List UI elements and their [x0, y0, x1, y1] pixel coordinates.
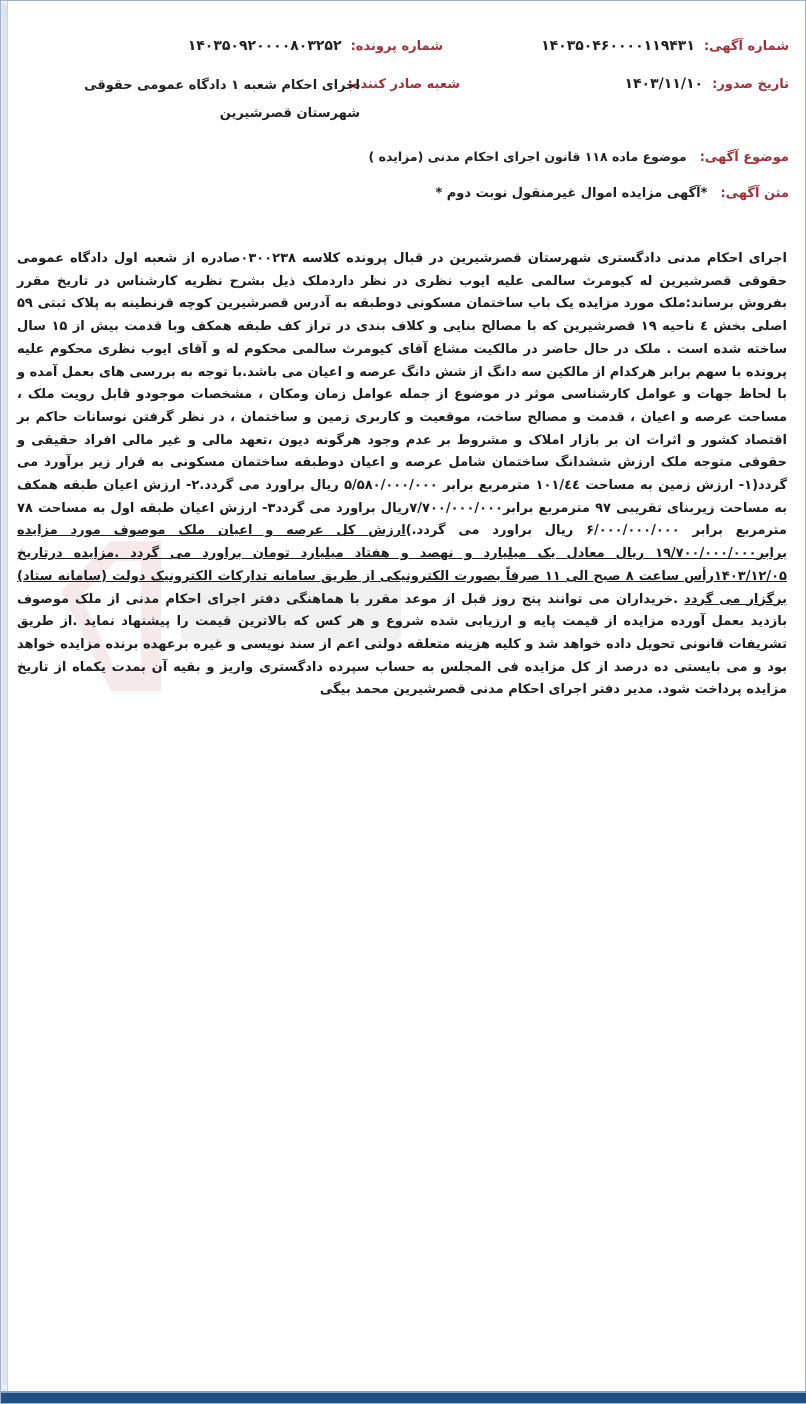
notice-text-row: [435, 182, 789, 201]
subject-value: موضوع ماده ۱۱۸ قانون اجرای احکام مدنی (مزایده ): [368, 149, 687, 164]
bottom-status-bar: [1, 1391, 806, 1403]
case-number-value: ۱۴۰۳۵۰۹۲۰۰۰۰۸۰۳۲۵۲: [187, 38, 342, 54]
notice-text-label: متن آگهی:: [720, 186, 789, 201]
issue-date-value: ۱۴۰۳/۱۱/۱۰: [624, 76, 704, 92]
notice-number-row: [541, 35, 789, 54]
issue-date-row: [624, 73, 789, 92]
issuer-value: اجرای احکام شعبه ۱ دادگاه عمومی حقوقی شهرستان قصرشیرین: [84, 78, 360, 121]
notice-number-label: شماره آگهی:: [703, 39, 789, 54]
vertical-scrollbar[interactable]: [1, 1, 8, 1393]
case-number-label: شماره پرونده:: [350, 39, 443, 54]
issuer-label: شعبه صادر کننده:: [347, 77, 460, 92]
case-number-row: [188, 35, 443, 54]
notice-body: [17, 248, 787, 702]
subject-label: موضوع آگهی:: [699, 150, 789, 165]
issuer-label-row: [347, 73, 460, 92]
notice-number-value: ۱۴۰۳۵۰۴۶۰۰۰۰۱۱۹۴۳۱: [541, 38, 695, 54]
body-underlined-section: ارزش کل عرصه و اعیان ملک موصوف مورد مزایده برابر۱۹/۷۰۰/۰۰۰/۰۰۰ ریال معادل یک میلیارد و نهصد و هفتاد میلیارد تومان براورد می گردد .مزایده درتاریخ ۱۴۰۳/۱۲/۰۵رأس ساعت ۸ صبح الی ۱۱ صرفاً بصورت الکترونیکی از طریق سامانه تدارکات الکترونیک دولت (سامانه ستاد) برگزار می گردد: [17, 523, 787, 607]
body-paragraph-2: .خریداران می توانند پنج روز قبل از موعد مقرر با هماهنگی دفتر اجرای احکام مدنی از ملک موصوف بازدید بعمل آورده مزایده از قیمت پایه و ارزیابی شده شروع و هر کس که بالاترین قیمت را پیشنهاد نماید .از طریق تشریفات قانونی تحویل داده خواهد شد و کلیه هزینه متعلقه دولتی اعم از سند نویسی و غیره برعهده برنده مزایده خواهد بود و می بایستی ده درصد از کل مزایده فی المجلس به حساب سپرده دادگستری واریز و بقیه آن بمدت یکماه از تاریخ مزایده پرداخت شود. مدیر دفتر اجرای احکام مدنی قصرشیرین محمد بیگی: [17, 591, 787, 698]
scrollbar-thumb[interactable]: [2, 5, 7, 1385]
body-paragraph-1: اجرای احکام مدنی دادگستری شهرستان قصرشیرین در قبال پرونده کلاسه ۰۳۰۰۲۳۸صادره از شعبه اول دادگاه عمومی حقوقی قصرشیرین له کیومرث سالمی علیه ایوب نظری در نظر داردملک ذیل بشرح نظریه کارشناس در تاریخ مقرر بفروش برساند:ملک مورد مزایده یک باب ساختمان مسکونی دوطبقه به آدرس قصرشیرین کوچه قرنطینه به پلاک ثبتی ۵۹ اصلی بخش ٤ ناحیه ۱۹ قصرشیرین که با مصالح بنایی و کلاف بندی در تراز کف طبقه همکف وبا قدمت بیش از ۱۵ سال ساخته شده است . ملک در حال حاضر در مالکیت مشاع آقای کیومرث سالمی محکوم له و آقای ایوب نظری محکوم علیه پرونده با سهم برابر هرکدام از مالکین سه دانگ از شش دانگ عرصه و اعیان می باشد.با توجه به بررسی های بعمل آمده و با لحاظ جهات و عوامل کارشناسی موثر در موضوع از جمله عوامل زمان ومکان ، مشخصات موجودو قابل رویت ملک ، مساحت عرصه و اعیان ، قدمت و مصالح ساخت، موقعیت و کاربری زمین و ساختمان ، در نظر گرفتن نوسانات حاکم بر اقتصاد کشور و اثرات ان بر بازار املاک و مشروط بر عدم وجود هرگونه دیون ،تعهد مالی و غیر مالی افراد حقیقی و حقوقی متوجه ملک ارزش ششدانگ ساختمان شامل عرصه و اعیان دوطبقه ساختمان مسکونی به قرار زیر برآورد می گردد(۱- ارزش زمین به مساحت ۱۰۱/٤٤ مترمربع برابر ۵/۵۸۰/۰۰۰/۰۰۰ ریال براورد می گردد.۲- ارزش اعیان طبقه همکف به مساحت زیربنای تقریبی ۹۷ مترمربع برابر۷/۷۰۰/۰۰۰/۰۰۰ریال براورد می گردد۳- ارزش اعیان طبقه اول به مساحت ۷۸ مترمربع برابر ۶/۰۰۰/۰۰۰/۰۰۰ ریال براورد می گردد.): [17, 251, 788, 539]
subject-row: [369, 146, 789, 165]
issue-date-label: تاریخ صدور:: [712, 77, 789, 92]
notice-text-title: *آگهی مزایده اموال غیرمنقول نوبت دوم *: [435, 186, 708, 201]
